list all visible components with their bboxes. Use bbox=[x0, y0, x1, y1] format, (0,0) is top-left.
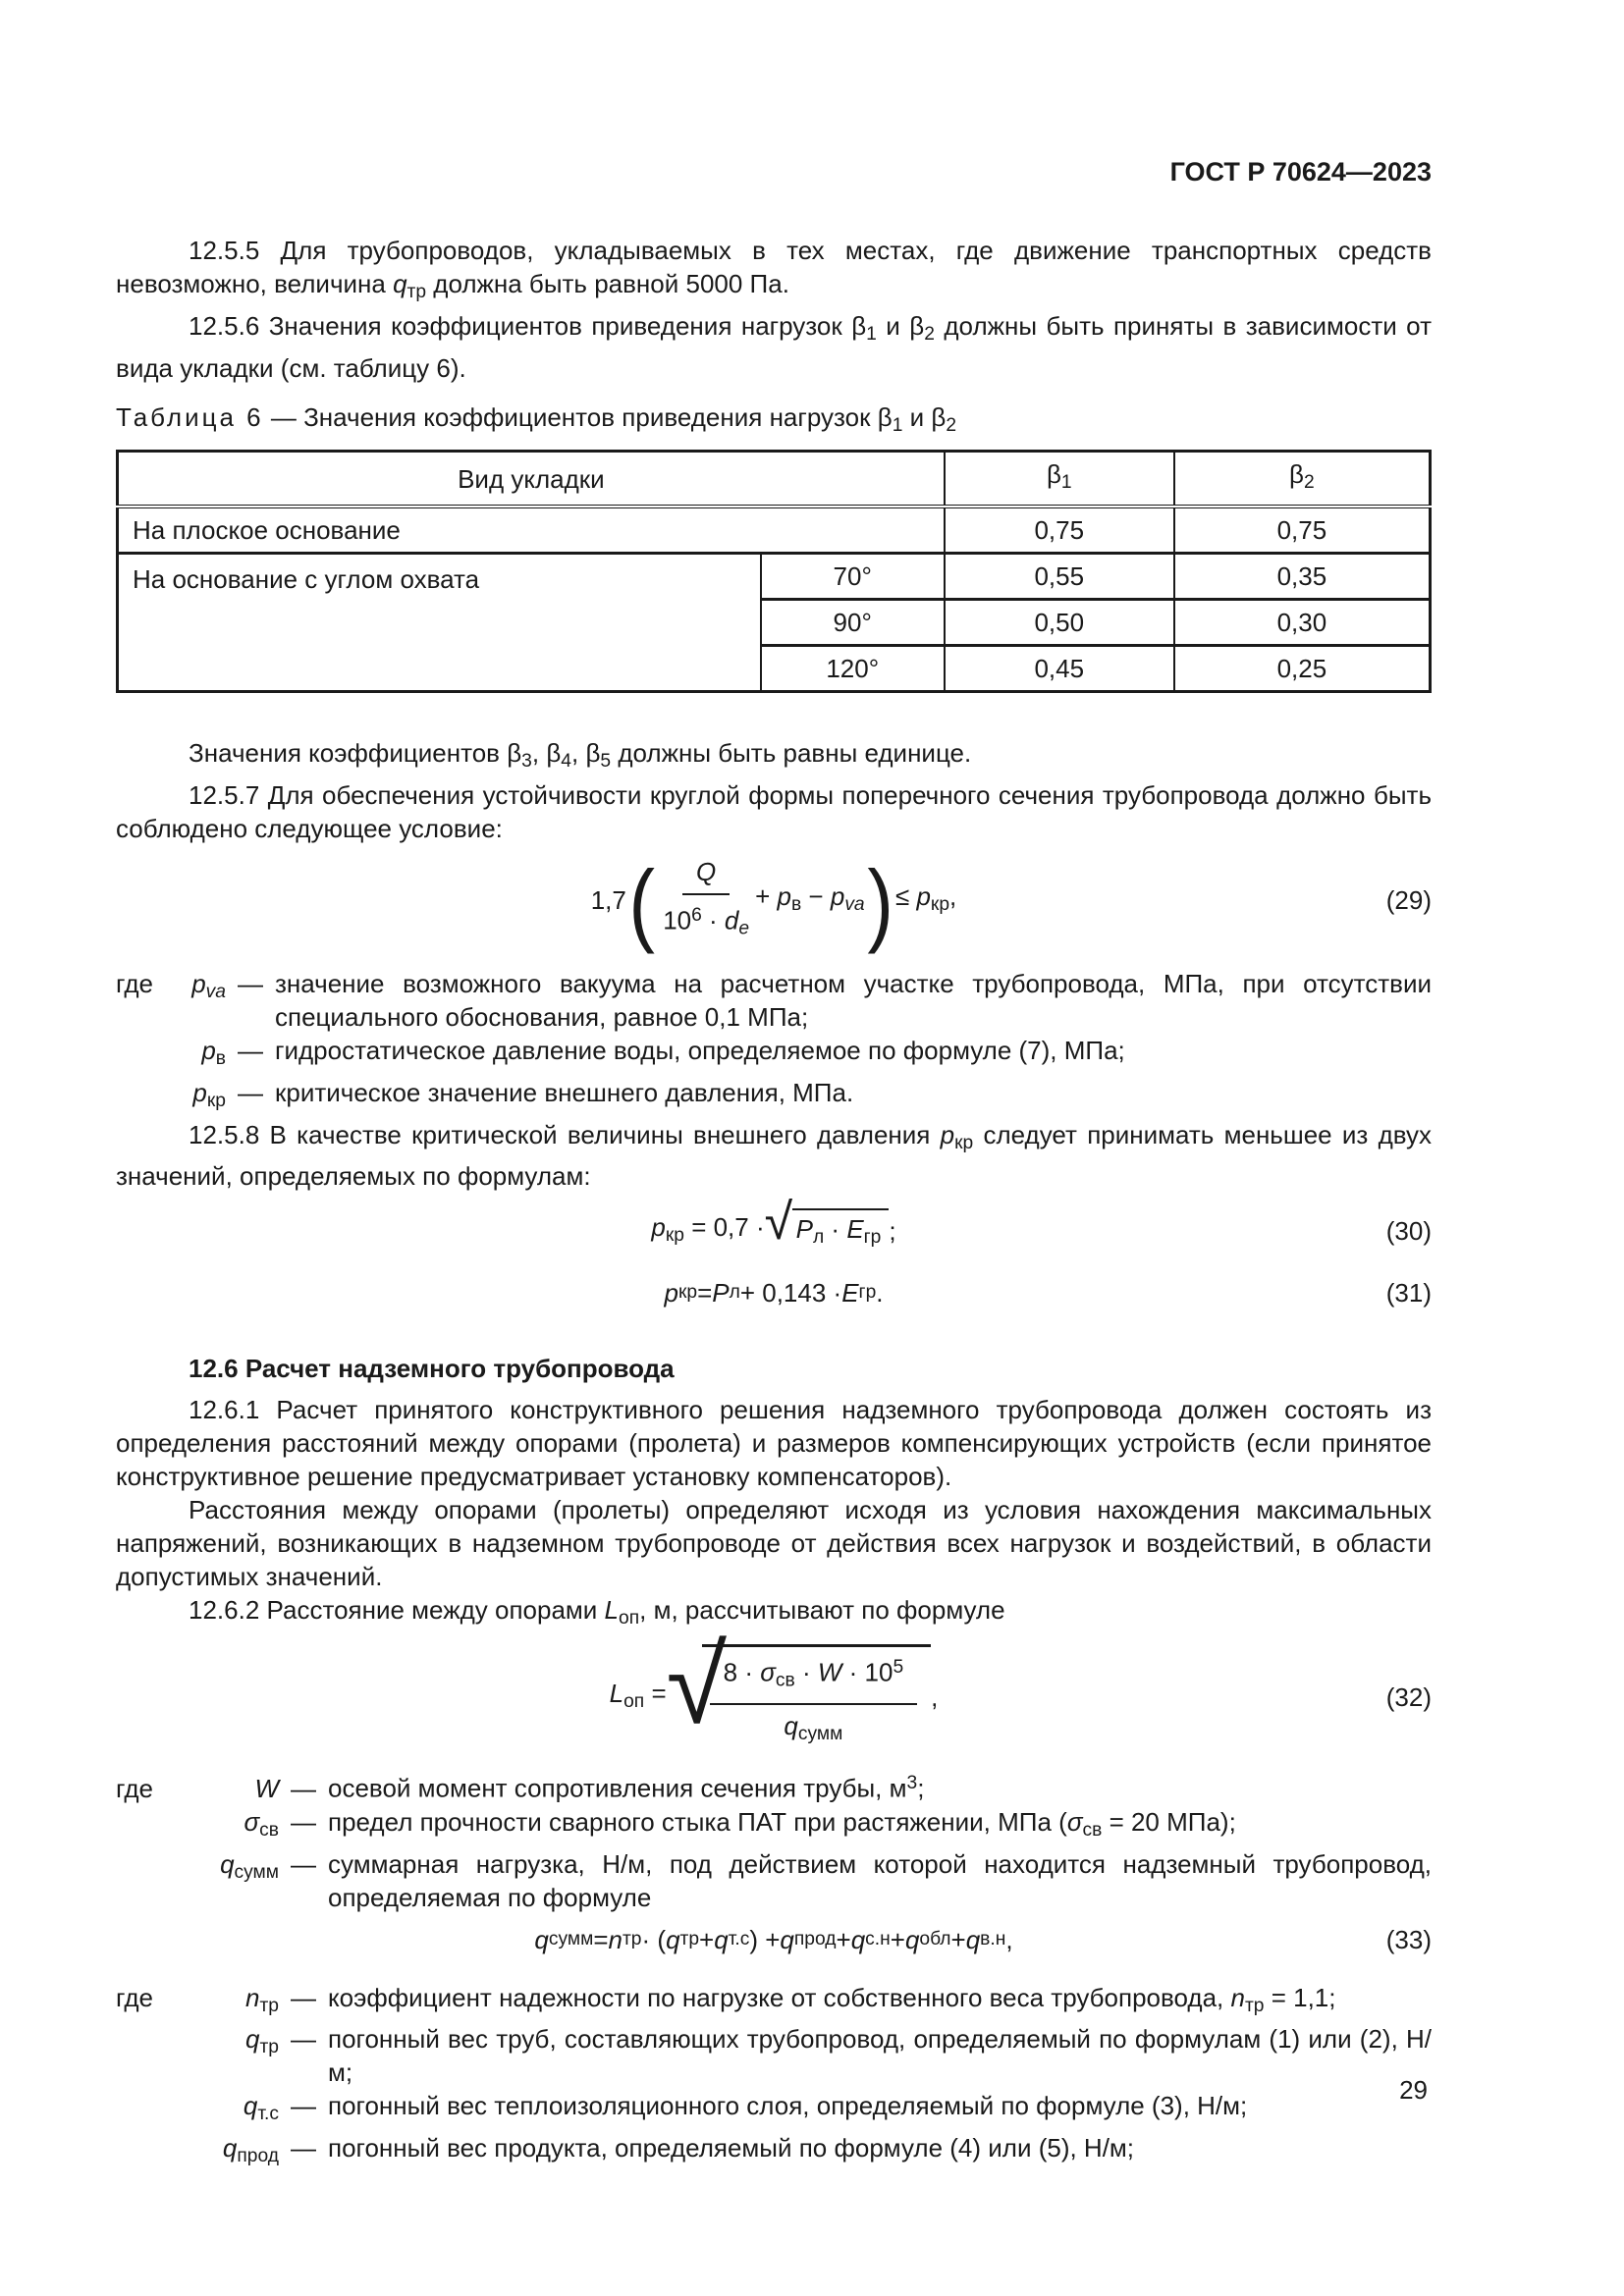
text-segment: + 0,143 · bbox=[739, 1278, 842, 1308]
paragraph-12-5-7 bbox=[116, 778, 1432, 845]
text-segment: 2 bbox=[1304, 472, 1315, 494]
cell-flat-b2: 0,75 bbox=[1174, 507, 1431, 554]
text-segment: e bbox=[738, 918, 750, 939]
cell-120-b2: 0,25 bbox=[1174, 646, 1431, 692]
text-segment: кр bbox=[206, 1090, 226, 1111]
text-segment: , bbox=[931, 1682, 939, 1713]
text-segment: W bbox=[817, 1657, 842, 1687]
text-segment: ; bbox=[889, 1216, 896, 1247]
text-segment: β bbox=[877, 401, 893, 432]
formula-30-lhs bbox=[651, 1210, 764, 1253]
text-segment: p bbox=[777, 881, 791, 911]
text-segment: · bbox=[701, 905, 725, 935]
text-segment: p bbox=[191, 968, 206, 998]
text-segment: л bbox=[812, 1226, 825, 1248]
text-segment: = bbox=[593, 1924, 609, 1954]
text-segment: Таблица 6 bbox=[116, 401, 264, 432]
text-segment: значение возможного вакуума на расчетном участке трубопровода, МПа, при отсутствии специального обоснования, равное 0,1 МПа; bbox=[275, 968, 1432, 1032]
text-segment: p bbox=[916, 881, 931, 911]
formula-30-body bbox=[651, 1193, 896, 1255]
text-segment: Расстояния между опорами (пролеты) определяют исходя из условия нахождения максимальных напряжений, возникающих в надземном трубопроводе от действия всех нагрузок и воздействий, в области допустимых значений. bbox=[116, 1495, 1432, 1592]
cell-120-b1: 0,45 bbox=[945, 646, 1174, 692]
text-segment: p bbox=[192, 1077, 207, 1107]
text-segment: и bbox=[902, 401, 932, 432]
text-segment: тр bbox=[259, 1995, 279, 2016]
text-segment: следует принимать меньшее из двух значений, определяемых по формулам: bbox=[116, 1119, 1432, 1192]
formula-30 bbox=[116, 1193, 1432, 1259]
definition-list-32 bbox=[116, 1767, 1432, 1913]
def-text bbox=[328, 1847, 1432, 1914]
text-segment: , bbox=[949, 881, 957, 911]
text-segment: n bbox=[1230, 1982, 1245, 2012]
open-paren: ( bbox=[628, 851, 655, 955]
def-dash: — bbox=[291, 2133, 316, 2163]
text-segment: суммарная нагрузка, Н/м, под действием которой находится надземный трубопровод, определяемая по формуле bbox=[328, 1848, 1432, 1912]
text-segment: 2 bbox=[924, 323, 935, 345]
def-text bbox=[328, 1767, 1432, 1805]
cell-90-b1: 0,50 bbox=[945, 600, 1174, 646]
definition-row bbox=[116, 2022, 1432, 2089]
def-where: где bbox=[116, 968, 153, 998]
text-segment: кр bbox=[665, 1224, 684, 1246]
fraction-numerator bbox=[682, 855, 730, 895]
text-segment: . bbox=[876, 1278, 884, 1308]
text-segment: β bbox=[1289, 459, 1305, 490]
def-text bbox=[328, 1805, 1432, 1847]
text-segment: 5 bbox=[893, 1657, 904, 1679]
cell-90-b2: 0,30 bbox=[1174, 600, 1431, 646]
text-segment: β bbox=[909, 310, 925, 341]
formula-33 bbox=[116, 1920, 1432, 1959]
text-segment: 4 bbox=[561, 750, 571, 772]
text-segment: оп bbox=[623, 1690, 645, 1712]
def-term bbox=[155, 1772, 279, 1805]
def-dash: — bbox=[238, 1035, 263, 1065]
def-text bbox=[275, 967, 1432, 1034]
text-segment: должны быть равны единице. bbox=[611, 738, 972, 769]
text-segment: ≤ bbox=[894, 881, 917, 911]
def-dash: — bbox=[238, 968, 263, 998]
text-segment: 3 bbox=[521, 750, 532, 772]
text-segment: тр bbox=[259, 2037, 279, 2058]
text-segment: = bbox=[644, 1678, 667, 1708]
text-segment: ) + bbox=[749, 1924, 781, 1954]
page-number: 29 bbox=[1399, 2075, 1428, 2105]
text-segment: q bbox=[780, 1924, 794, 1954]
text-segment: л bbox=[729, 1282, 740, 1304]
text-segment: 6 bbox=[691, 904, 702, 926]
text-segment: св bbox=[775, 1670, 795, 1691]
formula-29-rhs bbox=[895, 880, 956, 922]
text-segment: P bbox=[795, 1213, 813, 1244]
text-segment: 12.5.6 Значения коэффициентов приведения нагрузок bbox=[189, 310, 852, 341]
text-segment: β bbox=[585, 738, 601, 769]
text-segment: кр bbox=[930, 893, 950, 915]
formula-32 bbox=[116, 1624, 1432, 1749]
definition-row bbox=[116, 1847, 1432, 1914]
text-segment: погонный вес теплоизоляционного слоя, определяемый по формуле (3), Н/м; bbox=[328, 2091, 1248, 2121]
text-segment: коэффициент надежности по нагрузке от собственного веса трубопровода, bbox=[328, 1982, 1231, 2012]
definition-row bbox=[116, 1034, 1432, 1076]
text-segment: q bbox=[965, 1924, 981, 1954]
text-segment: св bbox=[1082, 1819, 1103, 1841]
definition-row bbox=[116, 2089, 1432, 2131]
text-segment: p bbox=[830, 881, 845, 911]
paragraph-12-5-8 bbox=[116, 1118, 1432, 1194]
text-segment: 2 bbox=[946, 414, 957, 436]
text-segment: p bbox=[201, 1035, 216, 1065]
text-segment: q bbox=[784, 1710, 798, 1740]
equation-number: (31) bbox=[1385, 1278, 1432, 1308]
fraction-numerator bbox=[710, 1651, 918, 1704]
def-text bbox=[328, 1981, 1432, 2023]
table-header-beta2 bbox=[1174, 452, 1431, 507]
text-segment: гидростатическое давление воды, определяемое по формуле (7), МПа; bbox=[275, 1035, 1125, 1065]
table-header-vid-ukladki: Вид укладки bbox=[118, 452, 945, 507]
definition-row bbox=[116, 2131, 1432, 2173]
equation-number: (29) bbox=[1385, 884, 1432, 915]
formula-31 bbox=[116, 1273, 1432, 1312]
def-text bbox=[275, 1076, 1432, 1109]
text-segment: 1,7 bbox=[590, 884, 626, 915]
table-header-row bbox=[118, 452, 1431, 507]
fraction-denominator bbox=[663, 895, 749, 945]
text-segment: т.с bbox=[728, 1928, 750, 1949]
text-segment: q bbox=[904, 1924, 920, 1954]
def-dash: — bbox=[291, 2091, 316, 2121]
text-segment: оп bbox=[619, 1608, 640, 1629]
paragraph-12-5-6 bbox=[116, 309, 1432, 385]
text-segment: сумм bbox=[234, 1861, 279, 1883]
text-segment: погонный вес продукта, определяемый по формуле (4) или (5), Н/м; bbox=[328, 2133, 1135, 2163]
radical-sign-icon: √ bbox=[764, 1193, 793, 1251]
text-segment: n bbox=[608, 1924, 623, 1954]
text-segment: в.н bbox=[980, 1928, 1006, 1949]
formula-29 bbox=[116, 851, 1432, 955]
text-segment: q bbox=[245, 2024, 260, 2055]
text-segment: сумм bbox=[797, 1723, 843, 1744]
formula-30-tail bbox=[889, 1214, 895, 1248]
paragraph-beta345 bbox=[116, 736, 1432, 778]
paragraph-12-6-1 bbox=[116, 1393, 1432, 1493]
definition-list-29 bbox=[116, 967, 1432, 1118]
text-segment: + bbox=[836, 1924, 851, 1954]
text-segment: тр bbox=[1244, 1995, 1265, 2016]
paragraph-12-6-1b bbox=[116, 1493, 1432, 1593]
text-segment: 8 · bbox=[723, 1657, 761, 1687]
text-segment: предел прочности сварного стыка ПАТ при растяжении, МПа ( bbox=[328, 1806, 1067, 1837]
text-segment: , bbox=[570, 738, 586, 769]
formula-32-body bbox=[609, 1624, 939, 1750]
text-segment: осевой момент сопротивления сечения трубы, м bbox=[328, 1773, 907, 1803]
text-segment: L bbox=[604, 1595, 620, 1626]
page-content bbox=[116, 0, 1432, 2173]
text-segment: E bbox=[846, 1213, 864, 1244]
radical-sign-icon: √ bbox=[666, 1624, 728, 1747]
def-where: где bbox=[116, 1773, 153, 1803]
def-term bbox=[155, 1847, 279, 1890]
def-dash: — bbox=[291, 1773, 316, 1803]
table-header-beta1 bbox=[945, 452, 1174, 507]
text-segment: q bbox=[393, 269, 407, 298]
table-6 bbox=[116, 450, 1432, 693]
text-segment: E bbox=[841, 1278, 859, 1308]
definition-row bbox=[116, 1805, 1432, 1847]
cell-angle-70: 70° bbox=[761, 554, 945, 600]
text-segment: q bbox=[534, 1924, 549, 1954]
paragraph-12-6-2 bbox=[116, 1593, 1432, 1635]
cell-flat-base: На плоское основание bbox=[118, 507, 945, 554]
def-term bbox=[155, 1981, 279, 2023]
fraction-denominator bbox=[784, 1705, 842, 1751]
text-segment: + bbox=[890, 1924, 905, 1954]
formula-29-coef bbox=[591, 883, 626, 917]
text-segment: β bbox=[546, 738, 562, 769]
definition-row bbox=[116, 1076, 1432, 1118]
def-text bbox=[328, 2089, 1432, 2122]
text-segment: P bbox=[712, 1278, 730, 1308]
text-segment: 12.5.7 Для обеспечения устойчивости круглой формы поперечного сечения трубопровода должно быть соблюдено следующее условие: bbox=[116, 779, 1432, 843]
text-segment: 12.6.2 Расстояние между опорами bbox=[189, 1595, 605, 1626]
text-segment: q bbox=[243, 2091, 258, 2121]
text-segment: q bbox=[850, 1924, 866, 1954]
formula-29-middle bbox=[755, 880, 865, 922]
radicand bbox=[702, 1644, 932, 1750]
text-segment: св bbox=[259, 1819, 279, 1841]
cell-70-b1: 0,55 bbox=[945, 554, 1174, 600]
def-term bbox=[155, 2089, 279, 2131]
text-segment: · ( bbox=[641, 1924, 667, 1954]
text-segment: = 1,1; bbox=[1264, 1982, 1336, 2012]
text-segment: = bbox=[697, 1278, 713, 1308]
text-segment: гр bbox=[858, 1282, 877, 1304]
text-segment: W bbox=[254, 1773, 279, 1803]
text-segment: · bbox=[824, 1213, 847, 1244]
text-segment: тр bbox=[679, 1928, 700, 1949]
text-segment: должна быть равной 5000 Па. bbox=[426, 269, 789, 298]
text-segment: p bbox=[940, 1119, 955, 1149]
cell-angle-90: 90° bbox=[761, 600, 945, 646]
text-segment: − bbox=[801, 881, 831, 911]
text-segment: 1 bbox=[892, 414, 903, 436]
text-segment: прод bbox=[237, 2146, 279, 2167]
formula-31-body bbox=[664, 1276, 883, 1309]
text-segment: = 0,7 · bbox=[683, 1211, 765, 1242]
fraction bbox=[710, 1651, 918, 1750]
def-dash: — bbox=[291, 1806, 316, 1837]
text-segment: , bbox=[531, 738, 547, 769]
text-segment: p bbox=[651, 1211, 666, 1242]
definition-row bbox=[116, 967, 1432, 1034]
text-segment: ; bbox=[917, 1773, 925, 1803]
text-segment: кр bbox=[677, 1282, 698, 1304]
text-segment: + bbox=[950, 1924, 966, 1954]
text-segment: 12.5.8 В качестве критической величины внешнего давления bbox=[189, 1119, 941, 1149]
text-segment: β bbox=[931, 401, 947, 432]
text-segment: β bbox=[851, 310, 867, 341]
definition-row bbox=[116, 1767, 1432, 1805]
paragraph-12-5-5 bbox=[116, 234, 1432, 309]
cell-flat-b1: 0,75 bbox=[945, 507, 1174, 554]
text-segment: p bbox=[664, 1278, 678, 1308]
text-segment: 1 bbox=[866, 323, 877, 345]
text-segment: гр bbox=[863, 1226, 882, 1248]
formula-32-tail bbox=[931, 1681, 938, 1714]
table-row bbox=[118, 554, 1431, 600]
def-text bbox=[328, 2022, 1432, 2089]
text-segment: β bbox=[1046, 459, 1061, 490]
def-dash: — bbox=[291, 1848, 316, 1879]
text-segment: Q bbox=[696, 856, 717, 886]
text-segment: q bbox=[222, 2133, 238, 2163]
text-segment: · 10 bbox=[841, 1657, 893, 1687]
formula-33-body bbox=[534, 1923, 1012, 1956]
equation-number: (30) bbox=[1385, 1216, 1432, 1247]
formula-32-lhs bbox=[610, 1677, 667, 1719]
fraction bbox=[663, 855, 749, 945]
text-segment: погонный вес труб, составляющих трубопровод, определяемый по формулам (1) или (2), Н/м; bbox=[328, 2024, 1432, 2088]
text-segment: σ bbox=[1066, 1806, 1083, 1837]
formula-29-body bbox=[590, 851, 957, 955]
table-caption bbox=[116, 400, 1432, 443]
text-segment: β bbox=[507, 738, 522, 769]
cell-angle-120: 120° bbox=[761, 646, 945, 692]
text-segment: va bbox=[205, 981, 226, 1002]
text-segment: L bbox=[609, 1678, 624, 1708]
def-text bbox=[275, 1034, 1432, 1067]
text-segment: d bbox=[724, 905, 739, 935]
text-segment: 3 bbox=[906, 1773, 918, 1794]
text-segment: обл bbox=[919, 1928, 951, 1949]
text-segment: и bbox=[876, 310, 910, 341]
def-term bbox=[155, 1076, 226, 1118]
text-segment: критическое значение внешнего давления, МПа. bbox=[275, 1077, 854, 1107]
def-term bbox=[155, 967, 226, 1009]
text-segment: n bbox=[245, 1982, 260, 2012]
def-term bbox=[155, 1034, 226, 1076]
cell-70-b2: 0,35 bbox=[1174, 554, 1431, 600]
def-term bbox=[155, 2131, 279, 2173]
text-segment: = 20 МПа); bbox=[1102, 1806, 1236, 1837]
text-segment: — Значения коэффициентов приведения нагрузок bbox=[263, 401, 878, 432]
text-segment: q bbox=[714, 1924, 729, 1954]
text-segment: va bbox=[844, 893, 865, 915]
text-segment: 5 bbox=[600, 750, 612, 772]
radicand bbox=[792, 1208, 890, 1255]
text-segment: 12.6.1 Расчет принятого конструктивного решения надземного трубопровода должен состоять из определения расстояний между опорами (пролета) и размеров компенсирующих устройств (если принятое конструктивное решение предусматривает установку компенсаторов). bbox=[116, 1395, 1432, 1492]
text-segment: + bbox=[699, 1924, 715, 1954]
def-dash: — bbox=[291, 1982, 316, 2012]
text-segment: т.с bbox=[257, 2104, 279, 2125]
cell-wrap-base: На основание с углом охвата bbox=[118, 554, 761, 692]
equation-number: (32) bbox=[1385, 1682, 1432, 1713]
def-dash: — bbox=[291, 2024, 316, 2055]
text-segment: Значения коэффициентов bbox=[189, 738, 508, 769]
text-segment: прод bbox=[793, 1928, 837, 1949]
def-term bbox=[155, 2022, 279, 2064]
standard-designation: ГОСТ Р 70624—2023 bbox=[1169, 157, 1432, 187]
radical bbox=[764, 1193, 890, 1255]
definition-list-33 bbox=[116, 1981, 1432, 2173]
text-segment: в bbox=[790, 893, 802, 915]
text-segment: 10 bbox=[663, 905, 692, 935]
equation-number: (33) bbox=[1385, 1924, 1432, 1954]
text-segment: тр bbox=[623, 1928, 642, 1949]
text-segment: с.н bbox=[865, 1928, 891, 1949]
def-dash: — bbox=[238, 1077, 263, 1107]
text-segment: σ bbox=[760, 1657, 776, 1687]
def-where: где bbox=[116, 1982, 153, 2012]
text-segment: q bbox=[220, 1848, 235, 1879]
def-text bbox=[328, 2131, 1432, 2164]
close-paren: ) bbox=[866, 851, 893, 955]
text-segment: q bbox=[666, 1924, 680, 1954]
text-segment: + bbox=[755, 881, 778, 911]
table-row bbox=[118, 507, 1431, 554]
section-heading-12-6 bbox=[116, 1352, 1432, 1385]
text-segment: должны быть приняты в зависимости от вида укладки (см. таблицу 6). bbox=[116, 310, 1432, 383]
text-segment: · bbox=[794, 1657, 818, 1687]
text-segment: , bbox=[1005, 1924, 1013, 1954]
text-segment: σ bbox=[244, 1806, 260, 1837]
text-segment: 1 bbox=[1060, 472, 1072, 494]
text-segment: сумм bbox=[548, 1928, 594, 1949]
text-segment: тр bbox=[406, 281, 427, 302]
text-segment: в bbox=[215, 1047, 226, 1069]
text-segment: 12.5.5 Для трубопроводов, укладываемых в тех местах, где движение транспортных средств невозможно, величина bbox=[116, 236, 1432, 298]
text-segment: кр bbox=[954, 1132, 974, 1153]
definition-row bbox=[116, 1981, 1432, 2023]
text-segment: , м, рассчитывают по формуле bbox=[639, 1595, 1005, 1626]
def-term bbox=[155, 1805, 279, 1847]
text-segment: 12.6 Расчет надземного трубопровода bbox=[189, 1354, 675, 1384]
radical bbox=[666, 1624, 932, 1750]
